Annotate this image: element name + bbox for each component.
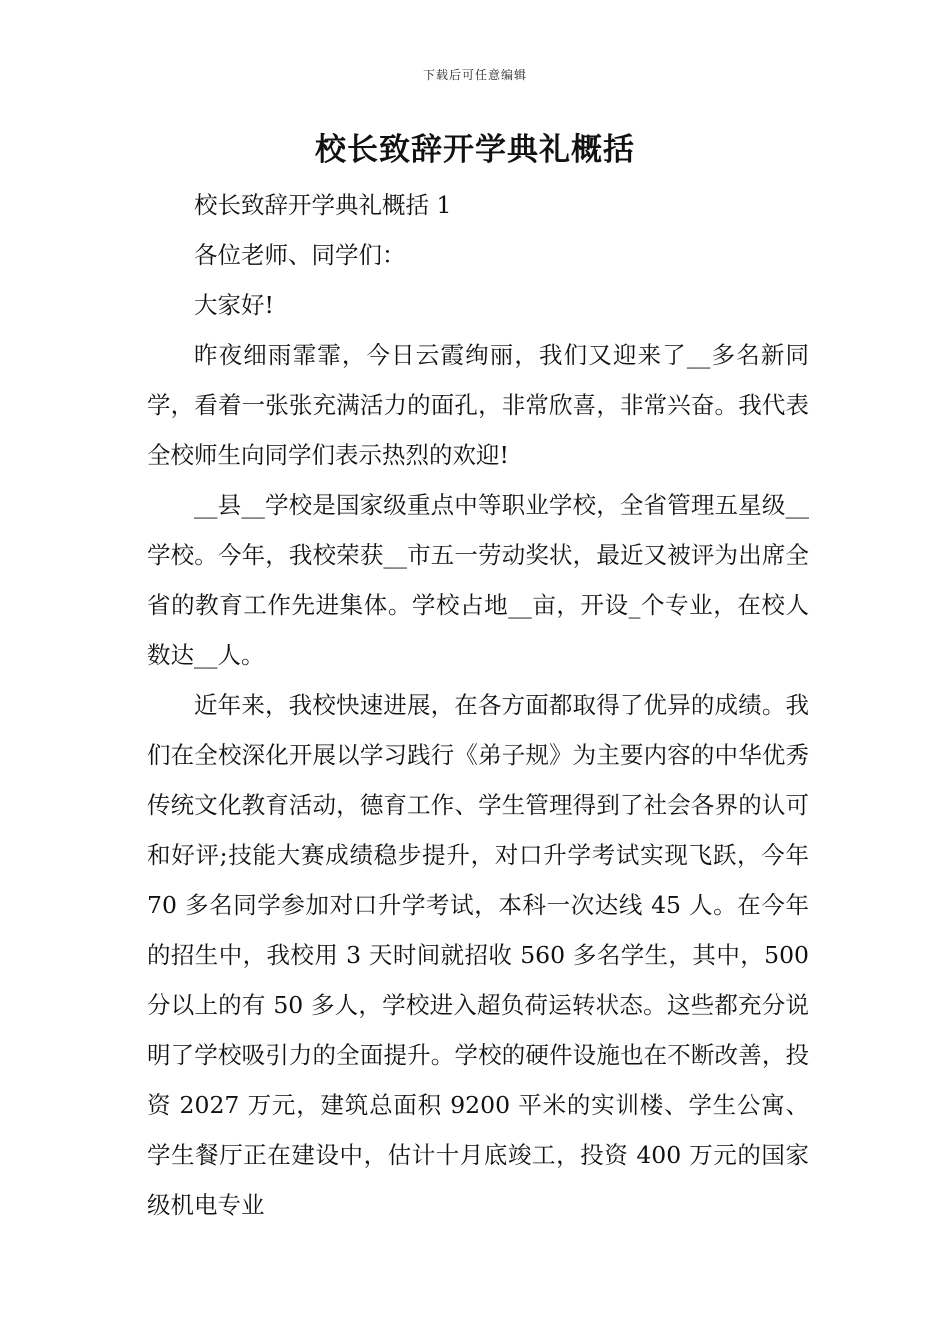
body-paragraph: __县__学校是国家级重点中等职业学校，全省管理五星级__学校。今年，我校荣获__市五一劳动奖状，最近又被评为出席全省的教育工作先进集体。学校占地__亩，开设_个专业，在校人数达__人。 (147, 491, 809, 669)
body-paragraph: 昨夜细雨霏霏，今日云霞绚丽，我们又迎来了__多名新同学，看着一张张充满活力的面孔，非常欣喜，非常兴奋。我代表全校师生向同学们表示热烈的欢迎! (147, 341, 809, 469)
salutation-paragraph: 各位老师、同学们： (194, 241, 406, 269)
greeting-paragraph: 大家好! (194, 291, 274, 319)
document-title: 校长致辞开学典礼概括 (315, 132, 635, 168)
header-note: 下载后可任意编辑 (422, 68, 527, 82)
subtitle-paragraph: 校长致辞开学典礼概括 1 (194, 191, 452, 219)
body-paragraph: 近年来，我校快速进展，在各方面都取得了优异的成绩。我们在全校深化开展以学习践行《弟子规》为主要内容的中华优秀传统文化教育活动，德育工作、学生管理得到了社会各界的认可和好评;技能大赛成绩稳步提升，对口升学考试实现飞跃，今年 70 多名同学参加对口升学考试，本科一次达线 45 人。在今年的招生中，我校用 3 天时间就招收 560 多名学生，其中，500 分以上的有 50 多人，学校进入超负荷运转状态。这些都充分说明了学校吸引力的全面提升。学校的硬件设施也在不断改善，投资 2027 万元，建筑总面积 9200 平米的实训楼、学生公寓、学生餐厅正在建设中，估计十月底竣工，投资 400 万元的国家级机电专业 (147, 691, 809, 1219)
document-body (147, 180, 809, 1230)
